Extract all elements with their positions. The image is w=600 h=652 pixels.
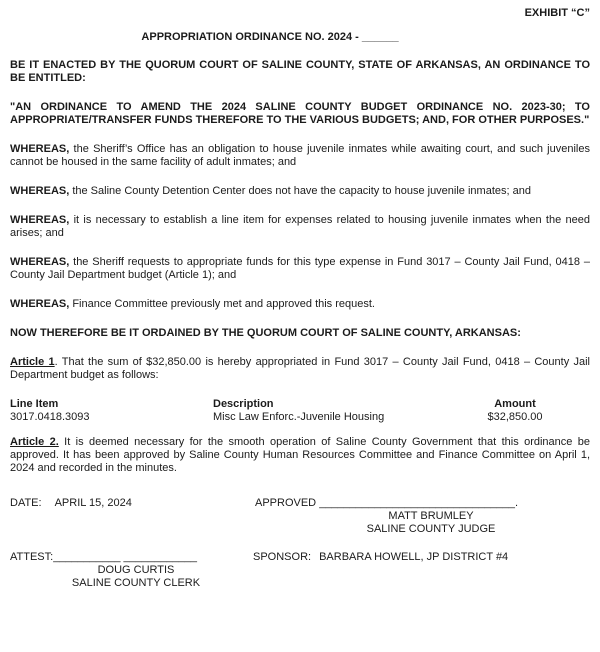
date-approved-row <box>10 497 590 536</box>
ordinance-title-quote: "AN ORDINANCE TO AMEND THE 2024 SALINE COUNTY BUDGET ORDINANCE NO. 2023-30; TO APPROPRIATE/TRANSFER FUNDS THEREFORE TO THE VARIOUS BUDGETS; AND, FOR OTHER PURPOSES." <box>10 101 590 126</box>
column-header-amount: Amount <box>494 398 536 410</box>
approved-line <box>255 497 590 536</box>
article-1-paragraph <box>10 356 590 382</box>
whereas-clause-2 <box>10 185 590 198</box>
whereas-lead: WHEREAS, <box>10 185 70 197</box>
date-label: DATE: <box>10 497 42 509</box>
approved-signature-line <box>255 497 590 510</box>
column-header-description: Description <box>213 398 274 410</box>
clerk-name: DOUG CURTIS <box>97 564 175 576</box>
ordained-clause: NOW THEREFORE BE IT ORDAINED BY THE QUORUM COURT OF SALINE COUNTY, ARKANSAS: <box>10 327 521 339</box>
table-row <box>10 411 590 424</box>
article-2-lead: Article 2. <box>10 436 59 448</box>
table-header-row <box>10 398 590 411</box>
clerk-title: SALINE COUNTY CLERK <box>71 577 201 589</box>
whereas-text: the Sheriff’s Office has an obligation to house juvenile inmates while awaiting court, and such juveniles cannot be housed in the same facility of adult inmates; and <box>10 143 590 168</box>
whereas-text: the Saline County Detention Center does not have the capacity to house juvenile inmates; and <box>69 185 531 197</box>
article-2-paragraph <box>10 436 590 475</box>
approved-label: APPROVED <box>255 497 317 509</box>
appropriation-table <box>10 398 590 424</box>
cell-line-item: 3017.0418.3093 <box>10 411 90 423</box>
whereas-clause-3 <box>10 214 590 240</box>
sponsor-line <box>253 551 590 590</box>
exhibit-label: EXHIBIT “C” <box>524 7 590 19</box>
page-title: APPROPRIATION ORDINANCE NO. 2024 - ______ <box>141 31 399 43</box>
enacting-clause: BE IT ENACTED BY THE QUORUM COURT OF SALINE COUNTY, STATE OF ARKANSAS, AN ORDINANCE TO BE ENTITLED: <box>10 59 590 84</box>
article-1-lead: Article 1 <box>10 356 55 368</box>
attest-signature-line <box>10 551 253 564</box>
cell-description: Misc Law Enforc.-Juvenile Housing <box>213 411 385 423</box>
judge-title: SALINE COUNTY JUDGE <box>366 523 496 535</box>
date-line <box>10 497 255 536</box>
cell-amount: $32,850.00 <box>487 411 543 423</box>
whereas-clause-1 <box>10 143 590 169</box>
column-header-line-item: Line Item <box>10 398 59 410</box>
sponsor-value: BARBARA HOWELL, JP DISTRICT #4 <box>319 551 509 563</box>
whereas-lead: WHEREAS, <box>10 256 70 268</box>
whereas-text: the Sheriff requests to appropriate funds for this type expense in Fund 3017 – County Jail Fund, 0418 – County Jail Department budget (Article 1); and <box>10 256 590 281</box>
approved-signature-blank: ________________________________. <box>316 497 519 509</box>
whereas-lead: WHEREAS, <box>10 298 70 310</box>
date-value: APRIL 15, 2024 <box>54 497 132 509</box>
attest-line <box>10 551 253 590</box>
whereas-clause-4 <box>10 256 590 282</box>
sponsor-label: SPONSOR: <box>253 551 312 563</box>
whereas-lead: WHEREAS, <box>10 143 70 155</box>
article-1-text: . That the sum of $32,850.00 is hereby appropriated in Fund 3017 – County Jail Fund, 0418 – County Jail Department budget as follows: <box>10 356 590 381</box>
article-2-text: It is deemed necessary for the smooth operation of Saline County Government that this ordinance be approved. It has been approved by Saline County Human Resources Committee and Finance Committee on April 1, 2024 and recorded in the minutes. <box>10 436 590 474</box>
attest-sponsor-row <box>10 551 590 590</box>
whereas-lead: WHEREAS, <box>10 214 70 226</box>
attest-signature-blank: ___________ ____________ <box>53 551 197 563</box>
judge-name: MATT BRUMLEY <box>388 510 474 522</box>
whereas-text: it is necessary to establish a line item for expenses related to housing juvenile inmates when the need arises; and <box>10 214 590 239</box>
attest-label: ATTEST: <box>10 551 54 563</box>
whereas-text: Finance Committee previously met and approved this request. <box>69 298 375 310</box>
signature-block <box>10 497 590 590</box>
whereas-clause-5 <box>10 298 590 311</box>
